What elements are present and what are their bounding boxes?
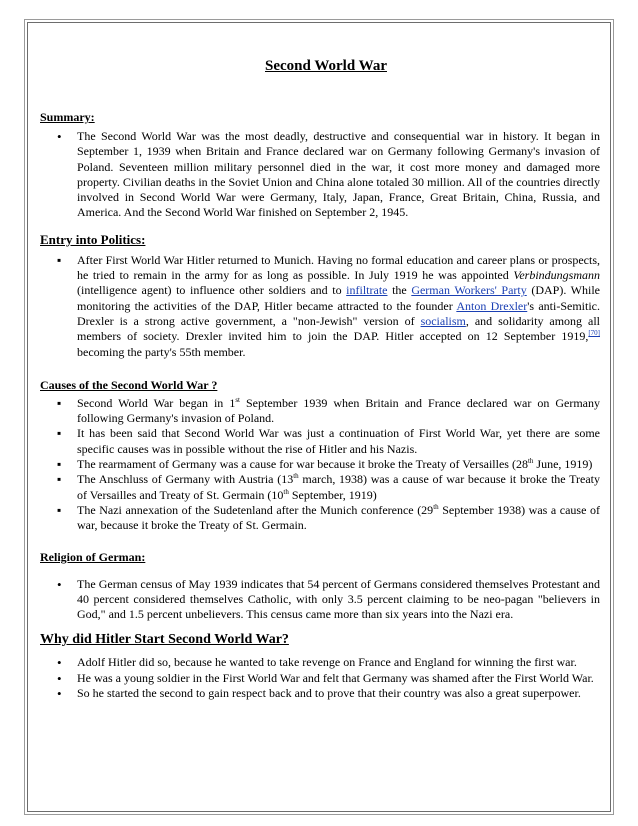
religion-list xyxy=(40,577,600,623)
list-item: ▪ Second World War began in 1st September 1939 when Britain and France declared war on Germany following Germany's invasion of Poland. xyxy=(40,396,600,427)
link-infiltrate[interactable]: infiltrate xyxy=(346,283,388,298)
list-item: • The German census of May 1939 indicates that 54 percent of Germans considered themselves Protestant and 40 percent considered themselves Catholic, with only 3.5 percent claiming to be neo-pagan "believers in God," and 1.5 percent unbelievers. This census came more than six years into the Nazi era. xyxy=(40,577,600,623)
list-item: ▪ It has been said that Second World War was just a continuation of First World War, yet there are some specific causes was in possible without the rise of Hitler and his Nazis. xyxy=(40,426,600,457)
politics-section xyxy=(40,232,600,360)
politics-list xyxy=(40,253,600,360)
politics-heading: Entry into Politics: xyxy=(40,231,146,247)
list-item: ▪ The rearmament of Germany was a cause for war because it broke the Treaty of Versailles (28th June, 1919) xyxy=(40,457,600,472)
list-item: ▪ After First World War Hitler returned to Munich. Having no formal education and career plans or prospects, he tried to remain in the army for as long as possible. In July 1919 he was appointed Verbindungsmann (intelligence agent) to influence other soldiers and to infiltrate the German Workers' Party (DAP). While monitoring the activities of the DAP, Hitler became attracted to the founder Anton Drexler's anti-Semitic. Drexler is a strong active government, a "non-Jewish" version of socialism, and solidarity among all members of society. Drexler invited him to join the DAP. Hitler accepted on 12 September 1919,[70] becoming the party's 55th member. xyxy=(40,253,600,360)
list-item: • So he started the second to gain respect back and to prove that their country was also a great superpower. xyxy=(40,686,600,701)
list-item: • He was a young soldier in the First World War and felt that Germany was shamed after the First World War. xyxy=(40,671,600,686)
list-item: • The Second World War was the most deadly, destructive and consequential war in history. It began in September 1, 1939 when Britain and France declared war on Germany following Germany's invasion of Poland. Seventeen million military personnel died in the war, it cost more money and damaged more property. Civilian deaths in the Soviet Union and China alone totaled 30 million. All of the countries directly involved in Second World War were Germany, Italy, Japan, France, Great Britain, China, Russia, and America. And the Second World War finished on September 2, 1945. xyxy=(40,129,600,221)
religion-section xyxy=(40,550,600,623)
term-verbindungsmann: Verbindungsmann xyxy=(513,268,600,283)
why-list xyxy=(40,655,600,701)
citation-link[interactable]: [70] xyxy=(588,329,600,338)
list-item: • Adolf Hitler did so, because he wanted to take revenge on France and England for winning the first war. xyxy=(40,655,600,670)
religion-heading: Religion of German: xyxy=(40,549,146,564)
link-anton-drexler[interactable]: Anton Drexler xyxy=(456,298,528,313)
why-heading: Why did Hitler Start Second World War? xyxy=(40,632,289,648)
causes-section xyxy=(40,378,600,534)
summary-list xyxy=(40,129,600,221)
causes-list xyxy=(40,396,600,534)
summary-section xyxy=(40,110,600,221)
link-german-workers-party[interactable]: German Workers' Party xyxy=(411,283,527,298)
document-title: Second World War xyxy=(265,58,387,74)
why-section xyxy=(40,632,600,701)
link-socialism[interactable]: socialism xyxy=(420,313,466,328)
causes-heading: Causes of the Second World War ? xyxy=(40,377,218,392)
summary-heading: Summary: xyxy=(40,110,95,124)
list-item: ▪ The Nazi annexation of the Sudetenland after the Munich conference (29th September 1938) was a cause of war, because it broke the Treaty of St. Germain. xyxy=(40,503,600,534)
list-item: ▪ The Anschluss of Germany with Austria (13th march, 1938) was a cause of war because it broke the Treaty of Versailles and Treaty of St. Germain (10th September, 1919) xyxy=(40,472,600,503)
document-page xyxy=(40,58,600,701)
